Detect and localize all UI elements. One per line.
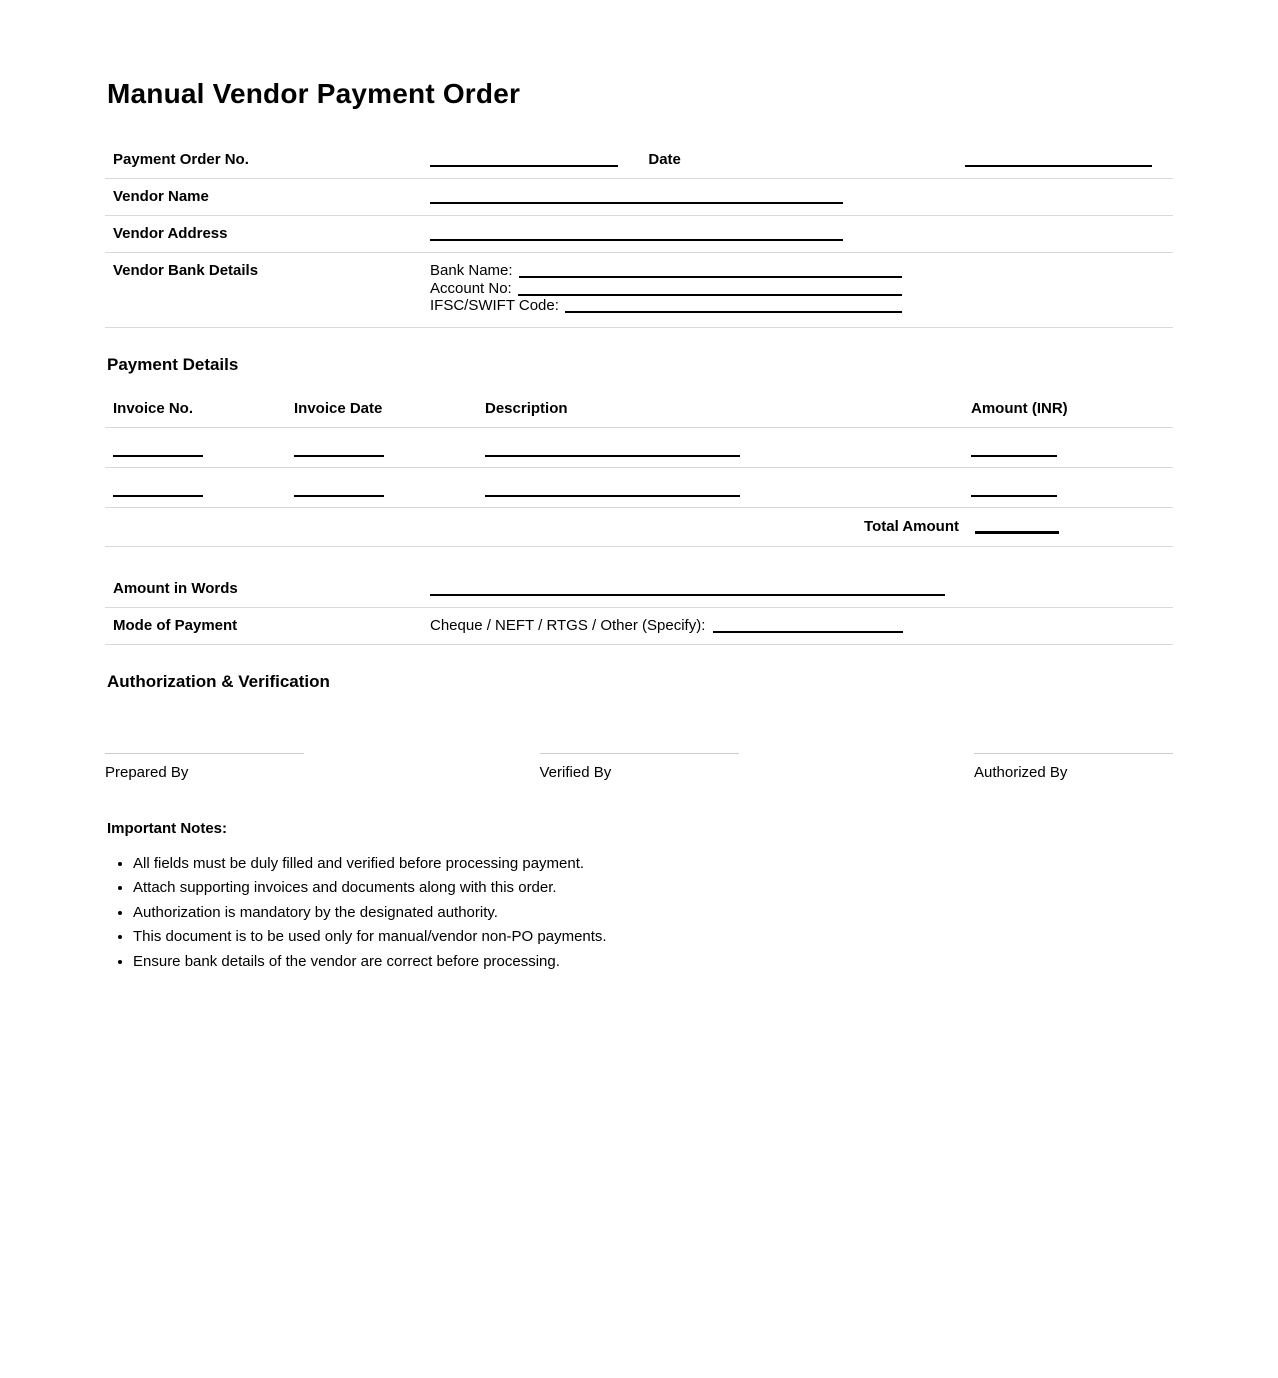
document-page (105, 78, 1173, 974)
verified-by-label: Verified By (539, 763, 612, 781)
vendor-name-line (430, 202, 843, 204)
amount-line (971, 455, 1057, 457)
page-title: Manual Vendor Payment Order (107, 78, 521, 109)
total-amount-line (975, 531, 1059, 534)
payment-order-label: Payment Order No. (113, 151, 249, 168)
mode-of-payment-row (105, 608, 1173, 645)
col-description: Description (485, 399, 568, 417)
amount-in-words-row (105, 571, 1173, 608)
amount-line (971, 495, 1057, 497)
notes-list (105, 852, 1173, 975)
authorized-by-label: Authorized By (974, 763, 1068, 781)
invoice-no-line (113, 495, 203, 497)
amount-in-words-line (430, 594, 945, 596)
date-line (965, 165, 1152, 167)
note-item: • Ensure bank details of the vendor are correct before processing. (133, 950, 1173, 975)
note-item: • Authorization is mandatory by the designated authority. (133, 901, 1173, 926)
account-no-label: Account No: (430, 279, 512, 297)
info-table (105, 142, 1173, 328)
signature-prepared-by (105, 753, 304, 781)
bank-name-label: Bank Name: (430, 262, 513, 279)
payment-order-no-line (430, 165, 618, 167)
bank-fields (430, 262, 902, 315)
ifsc-swift-line (565, 311, 902, 313)
signature-row (105, 753, 1173, 781)
note-item: • This document is to be used only for manual/vendor non-PO payments. (133, 925, 1173, 950)
note-item: • Attach supporting invoices and documents along with this order. (133, 876, 1173, 901)
col-amount: Amount (INR) (971, 399, 1068, 417)
bank-name-line (519, 276, 902, 278)
vendor-bank-details-row (105, 253, 1173, 328)
prepared-by-label: Prepared By (105, 763, 189, 781)
vendor-address-label: Vendor Address (113, 225, 228, 242)
notes-heading: Important Notes: (107, 819, 227, 837)
vendor-address-line (430, 239, 843, 241)
note-item: • All fields must be duly filled and verified before processing payment. (133, 852, 1173, 877)
invoice-table (105, 392, 1173, 547)
ifsc-swift-label: IFSC/SWIFT Code: (430, 297, 559, 314)
payment-details-heading: Payment Details (107, 354, 239, 374)
invoice-date-line (294, 455, 384, 457)
signature-verified-by (540, 753, 739, 781)
invoice-table-header (105, 392, 1173, 428)
invoice-no-line (113, 455, 203, 457)
mode-of-payment-label: Mode of Payment (113, 616, 238, 634)
account-no-field (430, 280, 902, 298)
summary-fields (105, 571, 1173, 645)
col-invoice-date: Invoice Date (294, 399, 383, 417)
vendor-bank-details-label: Vendor Bank Details (113, 262, 259, 279)
amount-in-words-label: Amount in Words (113, 579, 238, 597)
ifsc-swift-field (430, 297, 902, 315)
vendor-name-row (105, 179, 1173, 216)
table-row (105, 468, 1173, 508)
mode-of-payment-line (713, 631, 903, 633)
col-invoice-no: Invoice No. (113, 399, 194, 417)
invoice-date-line (294, 495, 384, 497)
vendor-name-label: Vendor Name (113, 188, 209, 205)
vendor-address-row (105, 216, 1173, 253)
table-row (105, 428, 1173, 468)
mode-of-payment-options: Cheque / NEFT / RTGS / Other (Specify): (430, 616, 706, 634)
account-no-line (518, 294, 902, 296)
authorization-heading: Authorization & Verification (107, 671, 330, 691)
bank-name-field (430, 262, 902, 280)
signature-authorized-by (974, 753, 1173, 781)
description-line (485, 495, 740, 497)
description-line (485, 455, 740, 457)
total-amount-label: Total Amount (864, 517, 959, 535)
total-row (105, 508, 1173, 547)
payment-order-row (105, 142, 1173, 179)
date-label: Date (648, 151, 681, 168)
